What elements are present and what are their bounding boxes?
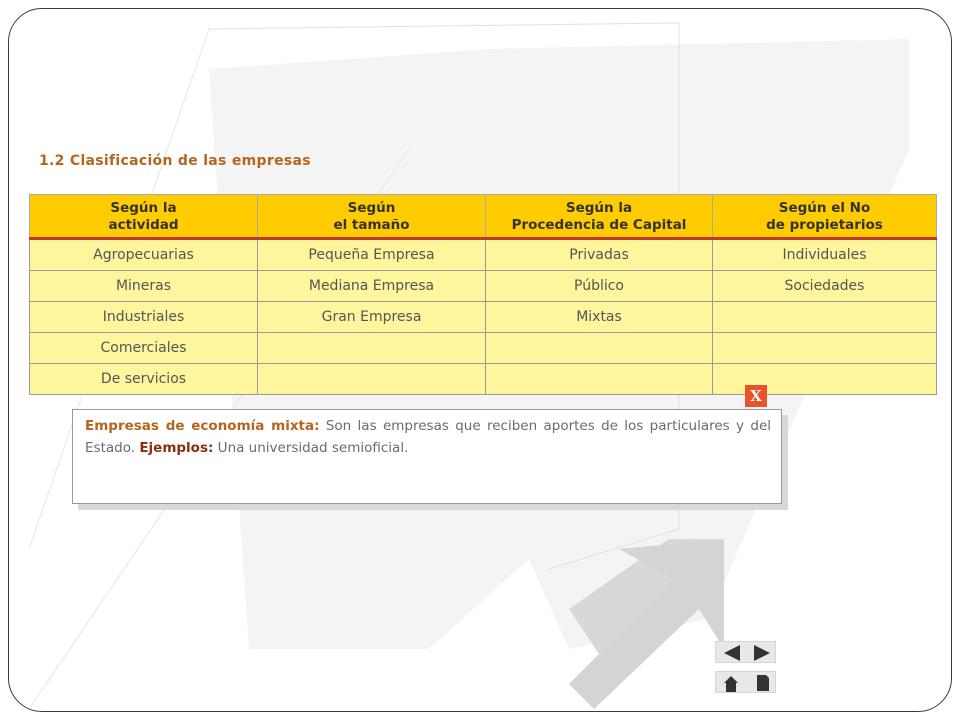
table-cell-mixtas[interactable]: Mixtas (486, 302, 713, 333)
column-header: Según la actividad (30, 195, 258, 239)
table-cell: Sociedades (713, 271, 937, 302)
table-cell: Privadas (486, 239, 713, 271)
table-cell: Mineras (30, 271, 258, 302)
column-header: Según el tamaño (258, 195, 486, 239)
popup-examples-text: Una universidad semioficial. (213, 440, 409, 456)
column-header: Según la Procedencia de Capital (486, 195, 713, 239)
table-cell: Comerciales (30, 333, 258, 364)
table-cell (486, 333, 713, 364)
table-row (30, 364, 937, 395)
table-cell (258, 333, 486, 364)
prev-next-nav (715, 641, 776, 663)
table-cell: Mediana Empresa (258, 271, 486, 302)
triangle-left-icon[interactable] (716, 642, 746, 664)
classification-table (29, 194, 937, 395)
document-icon[interactable] (747, 672, 777, 694)
popup-term: Empresas de economía mixta: (85, 418, 320, 434)
table-row (30, 239, 937, 271)
table-cell (258, 364, 486, 395)
table-row (30, 333, 937, 364)
popup-examples-label: Ejemplos: (139, 440, 214, 456)
table-row (30, 302, 937, 333)
slide (8, 8, 952, 712)
popup-text: Son las empresas que reciben aportes de los particulares y del Estado. (85, 418, 772, 456)
table-header-row (30, 195, 937, 239)
table-cell (486, 364, 713, 395)
table-cell: Gran Empresa (258, 302, 486, 333)
definition-popup (72, 409, 782, 504)
table-cell: Industriales (30, 302, 258, 333)
close-popup-button[interactable]: X (745, 385, 767, 407)
table-row (30, 271, 937, 302)
triangle-right-icon[interactable] (747, 642, 777, 664)
table-cell: Pequeña Empresa (258, 239, 486, 271)
table-cell: De servicios (30, 364, 258, 395)
home-icon[interactable] (716, 672, 746, 694)
section-title: 1.2 Clasificación de las empresas (39, 153, 311, 169)
table-cell: Público (486, 271, 713, 302)
table-cell (713, 302, 937, 333)
table-cell: Agropecuarias (30, 239, 258, 271)
column-header: Según el No de propietarios (713, 195, 937, 239)
table-cell (713, 333, 937, 364)
home-page-nav (715, 671, 776, 693)
table-cell: Individuales (713, 239, 937, 271)
